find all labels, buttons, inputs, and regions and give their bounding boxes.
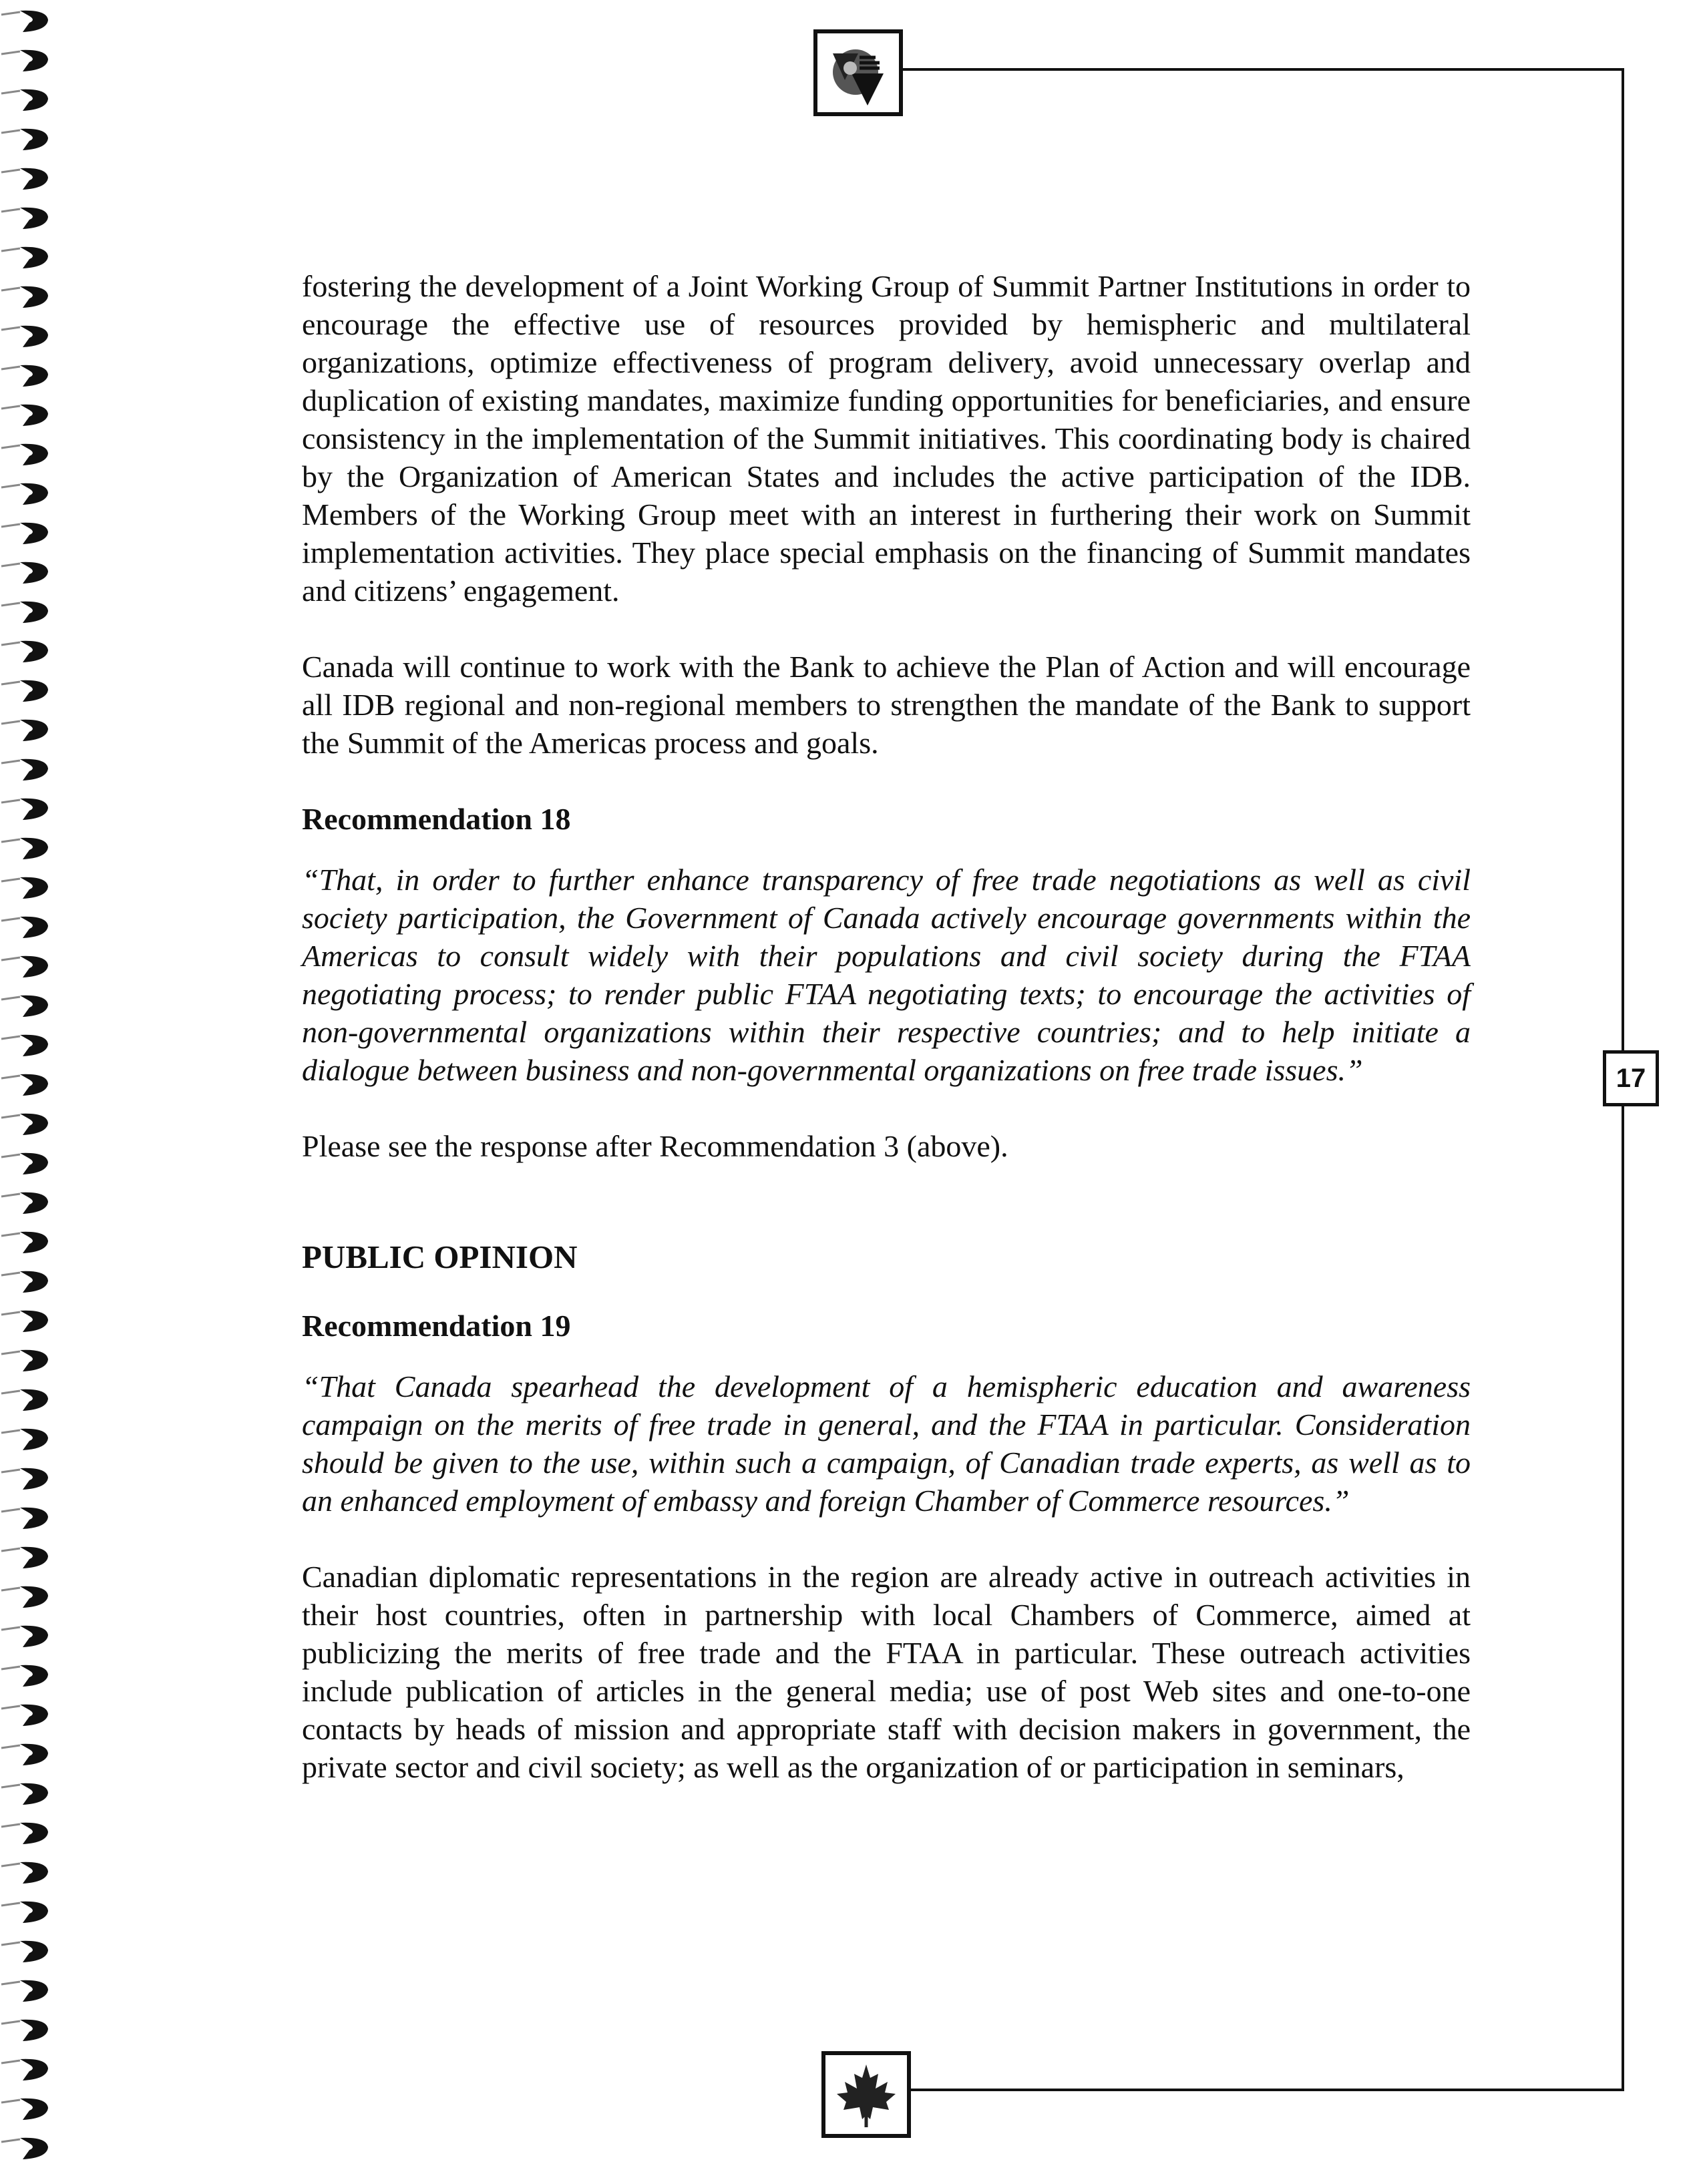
response-paragraph: Canadian diplomatic representations in the region are already active in outreach activities in their host countries, often in partnership with local Chambers of Commerce, aimed at publicizing the merits of free trade and the FTAA in particular. These outreach activities include publication of articles in the general media; use of post Web sites and one-to-one contacts by heads of mission and appropriate staff with decision makers in government, the private sector and civil society; as well as the organization of or participation in seminars, [302, 1560, 1471, 1784]
page-number-tab: 17 [1603, 1050, 1659, 1106]
recommendation-heading: Recommendation 19 [302, 1309, 571, 1343]
maple-leaf-icon [821, 2051, 911, 2138]
recommendation-quote: “That, in order to further enhance transparency of free trade negotiations as well as civil society participation, the Government of Canada actively encourage governments within the Americas to consult widely with their populations and civil society during the FTAA negotiating process; to render public FTAA negotiating texts; to encourage the activities of non-governmental organizations within their respective countries; and to help initiate a dialogue between business and non-governmental organizations on free trade issues.” [302, 863, 1471, 1087]
page-content [302, 267, 1471, 1786]
summit-logo-icon [813, 29, 903, 116]
recommendation-heading: Recommendation 18 [302, 802, 571, 836]
response-paragraph: Please see the response after Recommendation 3 (above). [302, 1129, 1008, 1163]
body-paragraph: fostering the development of a Joint Working Group of Summit Partner Institutions in order to encourage the effective use of resources provided by hemispheric and multilateral organizations, optimize effectiveness of program delivery, avoid unnecessary overlap and duplication of existing mandates, maximize funding opportunities for beneficiaries, and ensure consistency in the implementation of the Summit initiatives. This coordinating body is chaired by the Organization of American States and includes the active participation of the IDB. Members of the Working Group meet with an interest in furthering their work on Summit implementation activities. They place special emphasis on the financing of Summit mandates and citizens’ engagement. [302, 269, 1471, 608]
recommendation-quote: “That Canada spearhead the development of a hemispheric education and awareness campaign on the merits of free trade in general, and the FTAA in particular. Consideration should be given to the use, within such a campaign, of Canadian trade experts, as well as to an enhanced employment of embassy and foreign Chamber of Commerce resources.” [302, 1369, 1471, 1518]
section-heading: PUBLIC OPINION [302, 1239, 578, 1275]
body-paragraph: Canada will continue to work with the Bank to achieve the Plan of Action and will encourage all IDB regional and non-regional members to strengthen the mandate of the Bank to support the Summit of the Americas process and goals. [302, 650, 1471, 760]
